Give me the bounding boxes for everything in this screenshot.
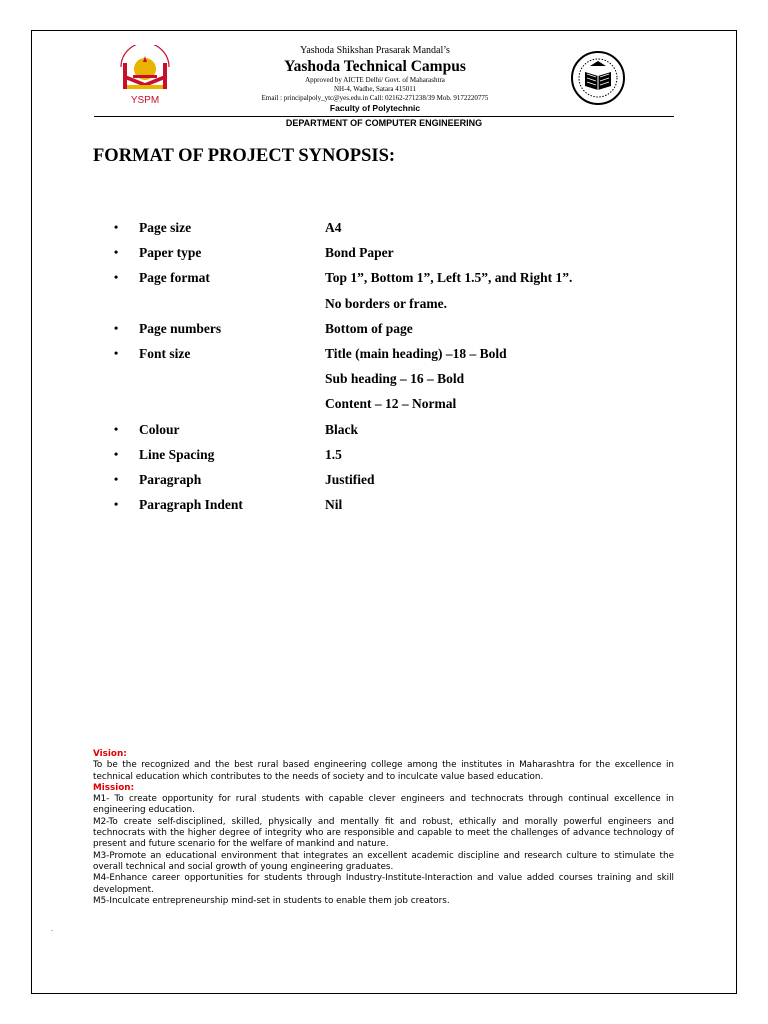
spec-list — [0, 220, 768, 522]
spec-value: Sub heading – 16 – Bold — [325, 371, 465, 387]
spec-label: Page numbers — [139, 320, 222, 336]
spec-value: 1.5 — [325, 446, 342, 462]
spec-value: Bottom of page — [325, 320, 413, 336]
spec-value: Top 1”, Bottom 1”, Left 1.5”, and Right 1”. — [325, 270, 573, 286]
spec-row — [0, 497, 768, 522]
bullet-icon: • — [114, 270, 119, 285]
contact-text: Email : principalpoly_ytc@yes.edu.in Call: 02162-271238/39 Mob. 9172220775 — [261, 94, 489, 102]
logo-left-text: YSPM — [130, 95, 160, 106]
spec-label: Paper type — [139, 245, 202, 261]
spec-label: Colour — [139, 421, 180, 437]
yspm-logo-icon — [113, 45, 177, 107]
spec-label: Line Spacing — [139, 446, 215, 462]
address-text: NH-4, Wadhe, Satara 415011 — [333, 85, 417, 93]
mission-heading: Mission: — [93, 782, 135, 793]
spec-value: Bond Paper — [325, 245, 394, 261]
bullet-icon: • — [114, 245, 119, 260]
vision-mission — [93, 749, 674, 907]
bullet-icon: • — [114, 320, 119, 335]
campus-name: Yashoda Technical Campus — [284, 58, 466, 75]
mission-item: M4-Enhance career opportunities for students through Industry-Institute-Interaction and value added courses training and skill development. — [93, 873, 674, 895]
spec-row — [0, 447, 768, 472]
spec-row — [0, 422, 768, 447]
mission-item: M3-Promote an educational environment that integrates an excellent academic discipline and research culture to stimulate the overall technical and social growth of young engineering graduates. — [93, 850, 674, 872]
vision-text: To be the recognized and the best rural based engineering college among the institutes in Maharashtra for the excellence in technical education which contributes to the needs of society and to inculcate value based education. — [93, 760, 674, 782]
faculty-text: Faculty of Polytechnic — [329, 103, 421, 113]
spec-value: Title (main heading) –18 – Bold — [325, 345, 507, 361]
header-rule — [94, 116, 674, 117]
spec-value: Black — [325, 421, 359, 437]
spec-value: Justified — [325, 471, 375, 487]
spec-label: Font size — [139, 345, 191, 361]
book-seal-icon — [570, 50, 626, 106]
mission-item: M5-Inculcate entrepreneurship mind-set in students to enable them job creators. — [93, 895, 450, 906]
bullet-icon: • — [114, 497, 119, 512]
spec-row — [0, 220, 768, 245]
spec-label: Page size — [139, 220, 192, 235]
spec-row — [0, 296, 768, 321]
spec-value: Content – 12 – Normal — [325, 396, 457, 412]
bullet-icon: • — [114, 421, 119, 436]
spec-row — [0, 472, 768, 497]
spec-row — [0, 245, 768, 270]
letterhead — [180, 45, 570, 114]
mission-item: M1- To create opportunity for rural students with capable clever engineers and technocrats through continual excellence in engineering education. — [93, 794, 674, 816]
spec-row — [0, 270, 768, 295]
spec-row — [0, 346, 768, 371]
society-name: Yashoda Shikshan Prasarak Mandal’s — [300, 45, 450, 56]
spec-row — [0, 371, 768, 396]
vision-heading: Vision: — [93, 749, 127, 759]
spec-label: Page format — [139, 270, 210, 286]
department-name: DEPARTMENT OF COMPUTER ENGINEERING — [285, 118, 483, 128]
bullet-icon: • — [114, 220, 119, 234]
mission-item: M2-To create self-disciplined, skilled, physically and mentally fit and robust, ethically and morally powerful engineers and technocrats with the higher degree of integrity who are responsible and capable to meet the challenges of advance technology of present and future scenario for the welfare of mankind and nature. — [93, 816, 674, 850]
page-title: FORMAT OF PROJECT SYNOPSIS: — [93, 146, 396, 166]
spec-label: Paragraph Indent — [139, 497, 243, 513]
spec-value: Nil — [325, 497, 343, 513]
spec-value: A4 — [325, 220, 342, 235]
approval-text: Approved by AICTE Delhi/ Govt. of Maharashtra — [305, 76, 445, 84]
bullet-icon: • — [114, 345, 119, 360]
bullet-icon: • — [114, 471, 119, 486]
spec-row — [0, 321, 768, 346]
spec-value: No borders or frame. — [325, 295, 447, 311]
spec-label: Paragraph — [139, 471, 202, 487]
bullet-icon: • — [114, 446, 119, 461]
stray-mark: . — [51, 924, 53, 933]
spec-row — [0, 396, 768, 421]
